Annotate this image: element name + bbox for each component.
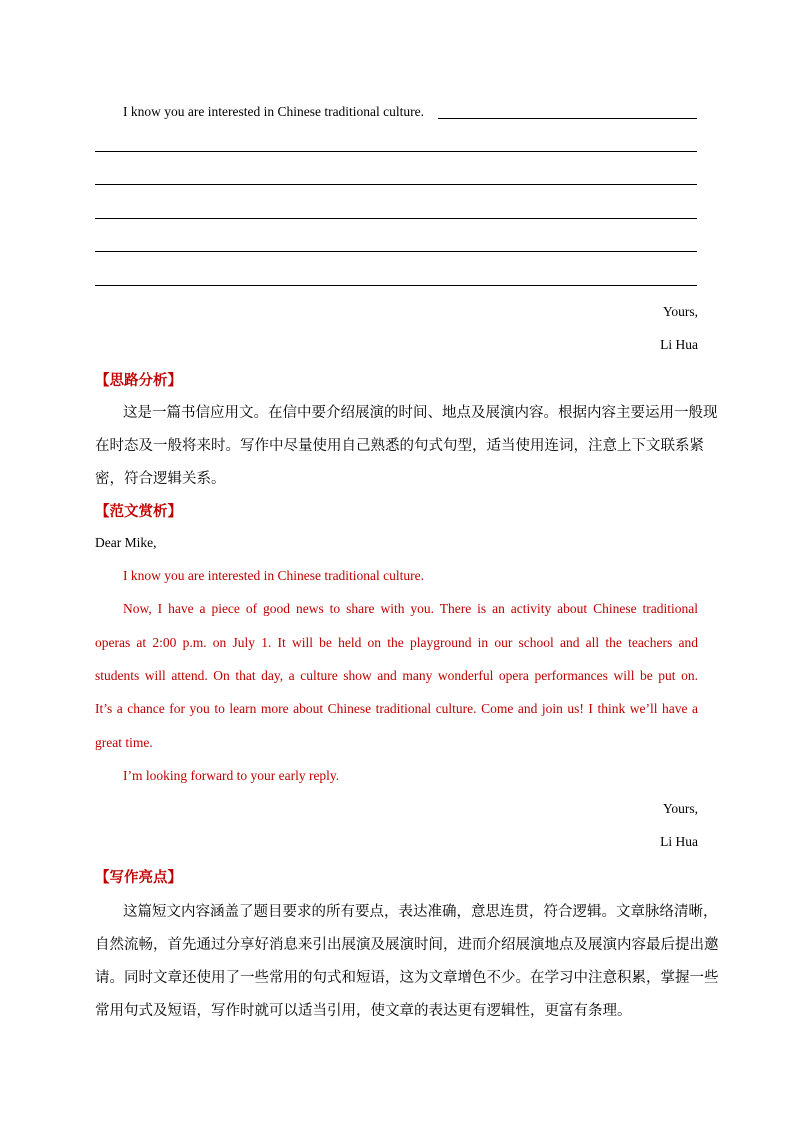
highlights-line: 这篇短文内容涵盖了题目要求的所有要点，表达准确，意思连贯，符合逻辑。文章脉络清晰， xyxy=(123,904,718,920)
section-title-highlights: 【写作亮点】 xyxy=(95,870,182,886)
analysis-line: 这是一篇书信应用文。在信中要介绍展演的时间、地点及展演内容。根据内容主要运用一般现 xyxy=(123,405,718,421)
highlights-line: 常用句式及短语，写作时就可以适当引用，使文章的表达更有逻辑性，更富有条理。 xyxy=(95,1003,632,1019)
body-line: It’s a chance for you to learn more about Chinese traditional culture. Come and join us! I think we’ll have a xyxy=(95,701,698,716)
body-line: Now, I have a piece of good news to share with you. There is an activity about Chinese traditional xyxy=(123,601,698,616)
highlights-line: 请。同时文章还使用了一些常用的句式和短语，这为文章增色不少。在学习中注意积累，掌握一些 xyxy=(95,970,719,986)
answer-line xyxy=(95,218,697,219)
analysis-line: 密，符合逻辑关系。 xyxy=(95,471,226,487)
prompt-sentence: I know you are interested in Chinese traditional culture. xyxy=(123,104,425,119)
answer-line xyxy=(95,151,697,152)
closing-sentence: I’m looking forward to your early reply. xyxy=(123,768,340,783)
opening-sentence: I know you are interested in Chinese traditional culture. xyxy=(123,568,425,583)
body-line: great time. xyxy=(95,735,153,750)
signature-name: Li Hua xyxy=(660,834,698,849)
analysis-line: 在时态及一般将来时。写作中尽量使用自己熟悉的句式句型，适当使用连词，注意上下文联系紧 xyxy=(95,438,704,454)
answer-line xyxy=(95,251,697,252)
highlights-line: 自然流畅，首先通过分享好消息来引出展演及展演时间，进而介绍展演地点及展演内容最后提出邀 xyxy=(95,937,719,953)
closing-yours: Yours, xyxy=(662,304,698,319)
greeting: Dear Mike, xyxy=(95,535,157,550)
section-title-analysis: 【思路分析】 xyxy=(95,373,182,389)
body-line: operas at 2:00 p.m. on July 1. It will be held on the playground in our school and all the teachers and xyxy=(95,635,698,650)
body-line: students will attend. On that day, a culture show and many wonderful opera performances will be put on. xyxy=(95,668,698,683)
answer-line xyxy=(95,285,697,286)
signature-name: Li Hua xyxy=(660,337,698,352)
answer-line xyxy=(438,118,697,119)
closing-yours: Yours, xyxy=(662,801,698,816)
section-title-sample: 【范文赏析】 xyxy=(95,504,182,520)
answer-line xyxy=(95,184,697,185)
